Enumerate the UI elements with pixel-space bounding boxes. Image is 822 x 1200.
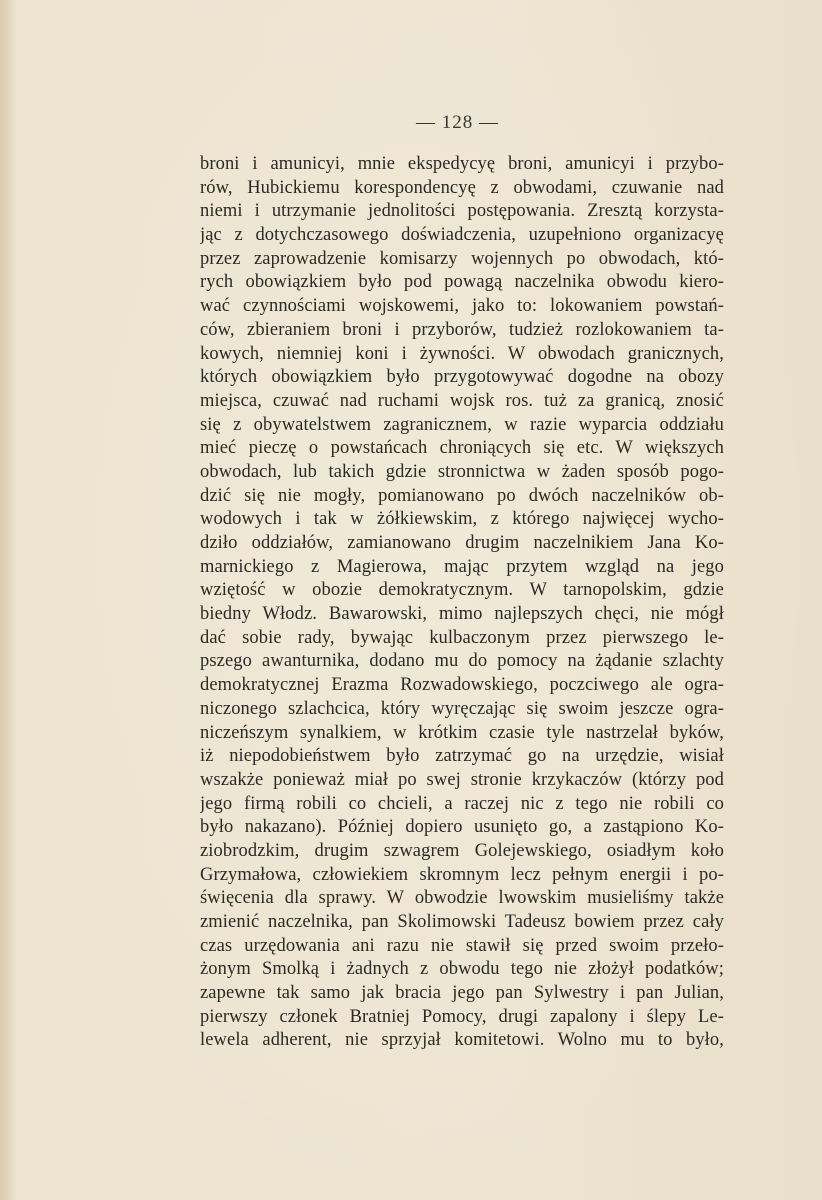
text-line: dziło oddziałów, zamianowano drugim naczelnikiem Jana Ko- bbox=[200, 533, 724, 553]
text-line: dać sobie rady, bywając kulbaczonym przez pierwszego le- bbox=[200, 627, 724, 648]
text-line: lewela adherent, nie sprzyjał komitetowi. Wolno mu to było, bbox=[200, 1030, 724, 1051]
text-line: czas urzędowania ani razu nie stawił się przed swoim przeło- bbox=[200, 935, 724, 956]
text-line: rych obowiązkiem było pod powagą naczelnika obwodu kiero- bbox=[200, 272, 724, 293]
text-line: wodowych i tak w żółkiewskim, z którego najwięcej wycho- bbox=[200, 509, 724, 530]
text-line: mieć pieczę o powstańcach chroniących się etc. W większych bbox=[200, 438, 724, 459]
text-line: niczonego szlachcica, który wyręczając się swoim jeszcze ogra- bbox=[200, 698, 724, 719]
page-binding-shadow bbox=[0, 0, 14, 1200]
text-line: demokratycznej Erazma Rozwadowskiego, poczciwego ale ogra- bbox=[200, 675, 724, 696]
text-line: niemi i utrzymanie jednolitości postępowania. Zresztą korzysta- bbox=[200, 201, 724, 222]
text-line: marnickiego z Magierowa, mając przytem wzgląd na jego bbox=[200, 556, 724, 577]
text-line: przez zaprowadzenie komisarzy wojennych po obwodach, któ- bbox=[200, 248, 724, 269]
text-line: miejsca, czuwać nad ruchami wojsk ros. tuż za granicą, znosić bbox=[200, 390, 724, 411]
text-line: wać czynnościami wojskowemi, jako to: lokowaniem powstań- bbox=[200, 296, 724, 317]
text-line: jąc z dotychczasowego doświadczenia, uzupełniono organizacyę bbox=[200, 225, 724, 246]
text-line: kowych, niemniej koni i żywności. W obwodach granicznych, bbox=[200, 343, 724, 364]
text-line: dzić się nie mogły, pomianowano po dwóch naczelników ob- bbox=[200, 485, 724, 506]
text-line: zmienić naczelnika, pan Skolimowski Tadeusz bowiem przez cały bbox=[200, 912, 724, 932]
text-line: obwodach, lub takich gdzie stronnictwa w żaden sposób pogo- bbox=[200, 461, 724, 482]
text-line: niczeńszym synalkiem, w krótkim czasie tyle nastrzelał byków, bbox=[200, 722, 724, 743]
text-line: broni i amunicyi, mnie ekspedycyę broni, amunicyi i przybo- bbox=[200, 154, 724, 174]
text-line: ziobrodzkim, drugim szwagrem Golejewskiego, osiadłym koło bbox=[200, 840, 724, 861]
text-line: których obowiązkiem było przygotowywać dogodne na obozy bbox=[200, 367, 724, 388]
text-line: wszakże ponieważ miał po swej stronie krzykaczów (którzy pod bbox=[200, 769, 724, 790]
body-text bbox=[200, 153, 724, 1053]
text-line: biedny Włodz. Bawarowski, mimo najlepszych chęci, nie mógł bbox=[200, 604, 724, 625]
text-line: jego firmą robili co chcieli, a raczej nic z tego nie robili co bbox=[200, 793, 724, 814]
text-line: Grzymałowa, człowiekiem skromnym lecz pełnym energii i po- bbox=[200, 864, 724, 885]
text-line: zapewne tak samo jak bracia jego pan Sylwestry i pan Julian, bbox=[200, 983, 724, 1004]
text-line: pierwszy członek Bratniej Pomocy, drugi zapalony i ślepy Le- bbox=[200, 1006, 724, 1027]
text-line: pszego awanturnika, dodano mu do pomocy na żądanie szlachty bbox=[200, 651, 724, 672]
text-line: wziętość w obozie demokratycznym. W tarnopolskim, gdzie bbox=[200, 580, 724, 601]
text-line: święcenia dla sprawy. W obwodzie lwowskim musieliśmy także bbox=[200, 888, 724, 909]
page-number: — 128 — bbox=[416, 112, 499, 133]
text-line: rów, Hubickiemu korespondencyę z obwodami, czuwanie nad bbox=[200, 177, 724, 198]
text-line: się z obywatelstwem zagranicznem, w razie wyparcia oddziału bbox=[200, 414, 724, 435]
text-line: iż niepodobieństwem było zatrzymać go na urzędzie, wisiał bbox=[200, 746, 724, 767]
text-line: żonym Smolką i żadnych z obwodu tego nie złożył podatków; bbox=[200, 959, 724, 980]
text-line: ców, zbieraniem broni i przyborów, tudzież rozlokowaniem ta- bbox=[200, 319, 724, 340]
text-line: było nakazano). Później dopiero usunięto go, a zastąpiono Ko- bbox=[200, 817, 724, 838]
